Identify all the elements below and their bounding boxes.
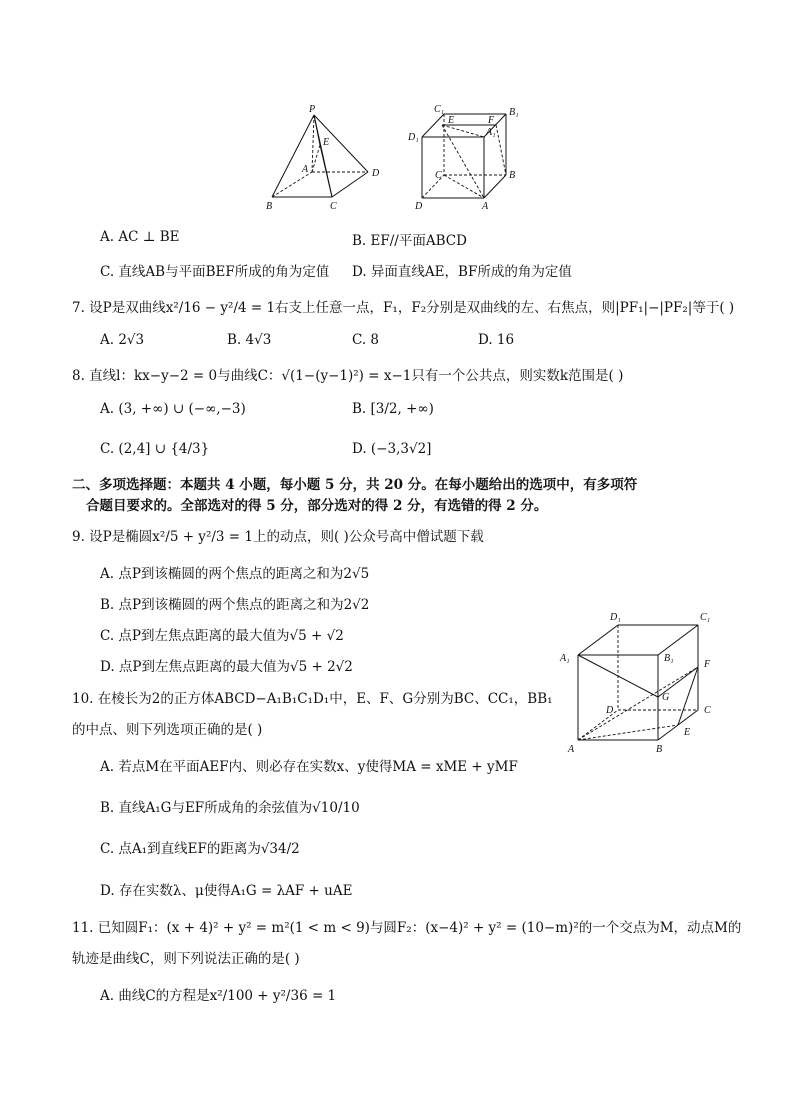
cube1-label: D — [415, 201, 423, 212]
q9-option-b: B. 点P到该椭圆的两个焦点的距离之和为2√2 — [100, 597, 370, 613]
cube1-label: F — [488, 115, 495, 126]
q10-option-d: D. 存在实数λ、μ使得A₁G = λAF + uAE — [100, 883, 353, 899]
question-8: 8. 直线l：kx−y−2 = 0与曲线C：√(1−(y−1)²) = x−1只有一个公共点，则实数k范围是( ) — [72, 368, 624, 384]
cube2-label: G — [662, 692, 670, 703]
cube2-label: A₁ — [560, 653, 570, 664]
cube1-label: B — [509, 170, 516, 181]
question-11: 11. 已知圆F₁：(x + 4)² + y² = m²(1 < m < 9)与圆F₂：(x−4)² + y² = (10−m)²的一个交点为M，动点M的 — [72, 920, 742, 936]
cube-figure-1 — [402, 100, 532, 215]
section-2-heading-cont: 合题目要求的。全部选对的得 5 分，部分选对的得 2 分，有选错的得 2 分。 — [86, 498, 548, 514]
q10-option-a: A. 若点M在平面AEF内、则必存在实数x、y使得MA = xME + yMF — [100, 759, 518, 775]
cube2-label: C₁ — [700, 612, 711, 623]
q9-option-a: A. 点P到该椭圆的两个焦点的距离之和为2√5 — [100, 566, 370, 582]
cube2-label: B₁ — [664, 653, 674, 664]
cube1-label: C₁ — [434, 104, 445, 115]
cube1-label: A₁ — [486, 127, 496, 138]
cube2-label: C — [704, 705, 711, 716]
question-10-cont: 的中点、则下列选项正确的是( ) — [72, 722, 263, 738]
q9-option-d: D. 点P到左焦点距离的最大值为√5 + 2√2 — [100, 659, 353, 675]
pyramid-label: B — [266, 201, 273, 212]
cube1-label: B₁ — [509, 107, 519, 118]
q6-option-c: C. 直线AB与平面BEF所成的角为定值 — [100, 264, 330, 280]
question-9: 9. 设P是椭圆x²/5 + y²/3 = 1上的动点，则( )公众号高中僧试题下载 — [72, 529, 484, 545]
q6-option-a: A. AC ⊥ BE — [100, 229, 180, 245]
cube1-label: A — [482, 201, 489, 212]
q6-option-b: B. EF//平面ABCD — [352, 233, 467, 249]
pyramid-label: A — [302, 164, 309, 175]
q8-option-c: C. (2,4] ∪ {4/3} — [100, 441, 210, 457]
pyramid-label: D — [372, 168, 380, 179]
q11-option-a: A. 曲线C的方程是x²/100 + y²/36 = 1 — [100, 988, 337, 1004]
cube2-label: F — [704, 659, 711, 670]
section-2-heading: 二、多项选择题：本题共 4 小题，每小题 5 分，共 20 分。在每小题给出的选项中，有多项符 — [72, 477, 638, 493]
q10-option-b: B. 直线A₁G与EF所成角的余弦值为√10/10 — [100, 800, 360, 816]
cube2-label: A — [568, 744, 575, 755]
pyramid-figure — [262, 100, 392, 215]
q7-option-b: B. 4√3 — [227, 332, 272, 348]
pyramid-label: C — [330, 201, 337, 212]
q9-option-c: C. 点P到左焦点距离的最大值为√5 + √2 — [100, 628, 344, 644]
q7-option-a: A. 2√3 — [100, 332, 145, 348]
cube2-label: D₁ — [610, 612, 621, 623]
q7-option-c: C. 8 — [352, 332, 380, 348]
q6-option-d: D. 异面直线AE，BF所成的角为定值 — [352, 264, 572, 280]
q7-option-d: D. 16 — [478, 332, 515, 348]
cube1-label: E — [448, 115, 455, 126]
q10-option-c: C. 点A₁到直线EF的距离为√34/2 — [100, 841, 300, 857]
cube1-label: D₁ — [408, 132, 419, 143]
q8-option-a: A. (3, +∞) ∪ (−∞,−3) — [100, 401, 246, 417]
pyramid-label: P — [309, 104, 316, 115]
cube-figure-2 — [558, 605, 728, 757]
question-10: 10. 在棱长为2的正方体ABCD−A₁B₁C₁D₁中，E、F、G分别为BC、CC₁，BB₁ — [72, 691, 553, 707]
question-7: 7. 设P是双曲线x²/16 − y²/4 = 1右支上任意一点，F₁，F₂分别是双曲线的左、右焦点，则|PF₁|−|PF₂|等于( ) — [72, 300, 735, 316]
cube2-label: D — [606, 705, 614, 716]
question-11-cont: 轨迹是曲线C，则下列说法正确的是( ) — [72, 951, 300, 967]
q8-option-b: B. [3/2, +∞) — [352, 401, 434, 417]
cube2-label: E — [684, 727, 691, 738]
pyramid-label: E — [323, 137, 330, 148]
cube2-label: B — [656, 744, 663, 755]
q8-option-d: D. (−3,3√2] — [352, 441, 432, 457]
cube1-label: C — [435, 170, 442, 181]
